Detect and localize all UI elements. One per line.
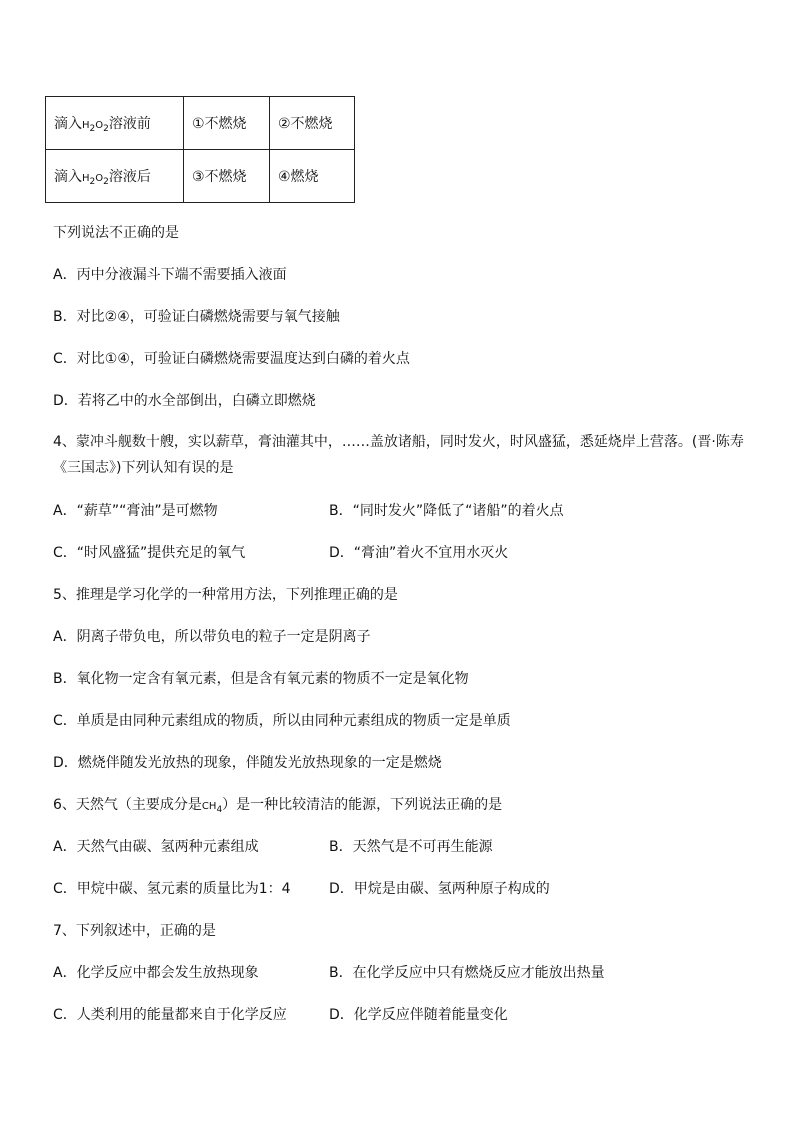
option-b: B．“同时发火”降低了“诸船”的着火点 — [329, 503, 564, 519]
formula-part: O — [95, 173, 104, 184]
option-a: A．化学反应中都会发生放热现象 — [53, 965, 259, 981]
formula-subscript: 2 — [89, 124, 96, 134]
formula-part: CH — [201, 801, 217, 812]
formula-subscript: 2 — [103, 124, 109, 134]
option-b: B．氧化物一定含有氧元素，但是含有氧元素的物质不一定是氧化物 — [53, 671, 469, 687]
option-d: D．甲烷是由碳、氢两种原子构成的 — [329, 881, 550, 897]
stem-text: 6、天然气（主要成分是 — [53, 797, 202, 813]
formula-subscript: 2 — [89, 177, 96, 187]
option-c: C．人类利用的能量都来自于化学反应 — [53, 1007, 287, 1023]
table-row — [46, 150, 355, 203]
option-b: B．在化学反应中只有燃烧反应才能放出热量 — [329, 965, 605, 981]
question-prompt: 下列说法不正确的是 — [53, 225, 179, 241]
formula-part: O — [95, 120, 104, 131]
option-d: D．化学反应伴随着能量变化 — [329, 1007, 508, 1023]
question-stem: 4、蒙冲斗舰数十艘，实以薪草，膏油灌其中，……盖放诸船，同时发火，时风盛猛，悉延烧岸上营落。(晋·陈寿《三国志》)下列认知有误的是 — [53, 434, 744, 476]
option-c: C．甲烷中碳、氢元素的质量比为1：4 — [53, 881, 291, 897]
formula-part: H — [82, 173, 90, 184]
option-d: D．若将乙中的水全部倒出，白磷立即燃烧 — [53, 393, 316, 409]
option-c: C．单质是由同种元素组成的物质，所以由同种元素组成的物质一定是单质 — [53, 713, 511, 729]
table-cell: ④燃烧 — [270, 150, 355, 203]
stem-text: ）是一种比较清洁的能源，下列说法正确的是 — [222, 797, 503, 813]
table-cell: ①不燃烧 — [184, 97, 270, 150]
option-c: C．对比①④，可验证白磷燃烧需要温度达到白磷的着火点 — [53, 351, 410, 367]
option-c: C．“时风盛猛”提供充足的氧气 — [53, 545, 246, 561]
formula — [201, 801, 223, 815]
formula-subscript: 4 — [216, 805, 223, 815]
table-cell: ②不燃烧 — [270, 97, 355, 150]
formula-subscript: 2 — [103, 177, 109, 187]
question-stem: 5、推理是学习化学的一种常用方法，下列推理正确的是 — [53, 587, 398, 603]
row-label — [46, 150, 184, 203]
option-b: B．天然气是不可再生能源 — [329, 839, 493, 855]
formula — [82, 120, 109, 134]
label-text: 滴入 — [54, 169, 82, 185]
experiment-table — [45, 96, 355, 203]
question-stem: 7、下列叙述中，正确的是 — [53, 923, 216, 939]
label-text: 溶液前 — [108, 116, 151, 132]
table-row — [46, 97, 355, 150]
question-stem — [53, 794, 502, 814]
formula-part: H — [82, 120, 90, 131]
option-d: D．燃烧伴随发光放热的现象，伴随发光放热现象的一定是燃烧 — [53, 755, 442, 771]
option-d: D．“膏油”着火不宜用水灭火 — [329, 545, 509, 561]
option-b: B．对比②④，可验证白磷燃烧需要与氧气接触 — [53, 309, 340, 325]
option-a: A．丙中分液漏斗下端不需要插入液面 — [53, 267, 287, 283]
formula — [82, 173, 109, 187]
table-cell: ③不燃烧 — [184, 150, 270, 203]
label-text: 溶液后 — [108, 169, 151, 185]
option-a: A．“薪草”“膏油”是可燃物 — [53, 503, 218, 519]
label-text: 滴入 — [54, 116, 82, 132]
option-a: A．阴离子带负电，所以带负电的粒子一定是阴离子 — [53, 629, 371, 645]
row-label — [46, 97, 184, 150]
option-a: A．天然气由碳、氢两种元素组成 — [53, 839, 259, 855]
